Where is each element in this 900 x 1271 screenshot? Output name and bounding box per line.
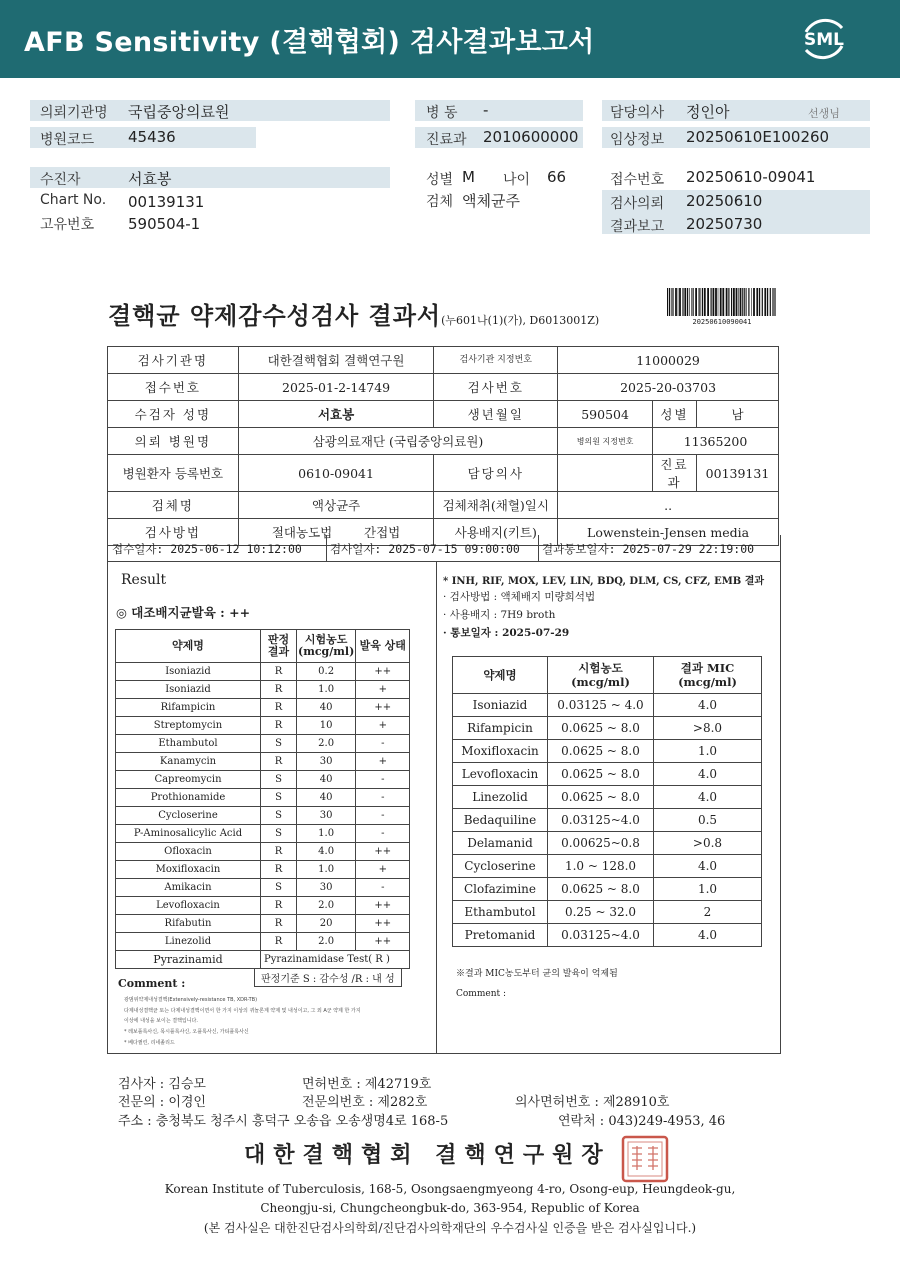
rt-cell-conc: 0.0625 ~ 8.0 [548,740,654,763]
lt-cell-growth: - [356,789,410,807]
org-no-label: 검사기관 지정번호 [434,347,558,374]
rt-cell-mic: 4.0 [654,763,762,786]
fine-line: * 베다퀼린, 리네졸리드 [124,1040,175,1046]
org-label: 검사기관명 [108,347,239,374]
rt-cell-conc: 0.25 ~ 32.0 [548,901,654,924]
rt-cell-drug: Levofloxacin [453,763,548,786]
lt-cell-conc: 1.0 [297,825,356,843]
lt-cell-result: S [261,771,297,789]
control-growth: ◎ 대조배지균발육 : ++ [116,605,251,620]
dept-value: 2010600000 [483,128,579,146]
criteria-box: 판정기준 S : 감수성 /R : 내 성 [254,968,402,987]
rt-cell-conc: 1.0 ~ 128.0 [548,855,654,878]
lt-cell-drug: Ethambutol [116,735,261,753]
rt-cell-mic: >8.0 [654,717,762,740]
rt-cell-drug: Clofazimine [453,878,548,901]
rt-cell-conc: 0.0625 ~ 8.0 [548,878,654,901]
test-no-value: 2025-20-03703 [558,374,779,401]
spec-label: 검체명 [108,492,239,519]
lt-row [116,699,410,717]
rt-cell-conc: 0.03125 ~ 4.0 [548,694,654,717]
req-org-value: 국립중앙의료원 [128,103,230,121]
method1: 절대농도법 [271,525,333,540]
rt-cell-mic: 4.0 [654,786,762,809]
collect-label: 검체채취(채혈)일시 [434,492,558,519]
report-code: (누601나(1)(가), D6013001Z) [441,314,600,327]
lt-cell-growth: - [356,807,410,825]
recv-label: 접수번호 [108,374,239,401]
lt-cell-drug: Streptomycin [116,717,261,735]
rt-row [453,855,762,878]
rsex-label: 성별 [653,401,697,428]
lt-cell-drug: P-Aminosalicylic Acid [116,825,261,843]
lt-cell-growth: ++ [356,843,410,861]
lt-cell-drug: Kanamycin [116,753,261,771]
lt-head-conc: 시험농도 (mcg/ml) [297,630,356,663]
lt-cell-result: S [261,735,297,753]
age-label: 나이 [503,172,531,188]
rt-row [453,717,762,740]
lt-cell-growth: ++ [356,933,410,951]
lt-cell-drug: Linezolid [116,933,261,951]
lt-row [116,807,410,825]
lt-cell-conc: 30 [297,807,356,825]
spec-value: 액상균주 [238,492,434,519]
lt-cell-growth: ++ [356,699,410,717]
lt-cell-conc: 10 [297,717,356,735]
rt-row [453,740,762,763]
rt-cell-drug: Cycloserine [453,855,548,878]
lt-cell-conc: 40 [297,771,356,789]
recv-value: 2025-01-2-14749 [238,374,434,401]
received-date: 접수일자: 2025-06-12 10:12:00 [112,542,302,556]
tester: 검사자 : 김승모 [118,1077,206,1092]
hosp-value: 삼광의료재단 (국립중앙의료원) [238,428,557,455]
result-label: Result [121,572,167,588]
dates-row [107,535,781,562]
sml-logo [796,14,852,64]
hosp-code-label: 병원코드 [40,132,95,148]
lt-cell-result: S [261,807,297,825]
tested-date: 검사일자: 2025-07-15 09:00:00 [330,542,520,556]
lt-head-growth: 발육 상태 [356,630,410,663]
mic-footnote: ※결과 MIC농도부터 균의 발육이 억제됨 [456,969,618,979]
lt-cell-growth: + [356,753,410,771]
method-label: 검사방법 [108,519,239,546]
rt-row [453,694,762,717]
lt-cell-drug: Isoniazid [116,681,261,699]
doctor-value: 정인아 [686,103,730,121]
fine-line: * 레보플록사신, 목시플록사신, 오플록사신, 가티플록사신 [124,1029,249,1035]
report-date-label: 결과보고 [610,219,665,235]
report-info-table [107,346,779,546]
birth-value: 590504 [558,401,653,428]
rt-cell-drug: Bedaquiline [453,809,548,832]
doctor-license: 의사면허번호 : 제28910호 [515,1095,670,1110]
org-name: 대한결핵협회 결핵연구원장 [244,1142,611,1168]
address: 주소 : 충청북도 청주시 흥덕구 오송읍 오송생명4로 168-5 [118,1114,449,1129]
mic-table [452,656,762,947]
doc-value [558,455,653,492]
rt-row [453,786,762,809]
medium-label: 사용배지(키트) [434,519,558,546]
pt-reg-value: 0610-09041 [238,455,434,492]
hosp-no-label: 병의원 지정번호 [558,428,653,455]
lt-cell-drug: Levofloxacin [116,897,261,915]
lt-row [116,717,410,735]
rt-cell-mic: 4.0 [654,694,762,717]
lt-cell-result: R [261,717,297,735]
patient-label: 수진자 [40,172,81,188]
lt-cell-result: R [261,861,297,879]
lt-cell-result: R [261,843,297,861]
name-value: 서효봉 [238,401,434,428]
result-divider [436,561,437,1054]
report-title [108,296,599,331]
rt-cell-mic: 0.5 [654,809,762,832]
mic-drugs: * INH, RIF, MOX, LEV, LIN, BDQ, DLM, CS, CFZ, EMB 결과 [443,576,765,587]
unique-label: 고유번호 [40,217,95,233]
lt-cell-drug: Capreomycin [116,771,261,789]
mic-method: · 검사방법 : 액체배지 미량희석법 [443,591,596,603]
lt-cell-conc: 30 [297,879,356,897]
lt-cell-growth: - [356,735,410,753]
dates-divider [326,535,327,561]
lt-row [116,825,410,843]
lt-cell-growth: ++ [356,897,410,915]
lt-cell-drug: Prothionamide [116,789,261,807]
rt-cell-drug: Delamanid [453,832,548,855]
lt-cell-conc: 1.0 [297,681,356,699]
lt-cell-conc: 0.2 [297,663,356,681]
fine-line: 이상에 내성을 보이는 결핵입니다. [124,1018,198,1024]
rsex-value: 남 [696,401,778,428]
notified-date: 결과통보일자: 2025-07-29 22:19:00 [542,542,755,556]
rt-row [453,809,762,832]
lt-cell-growth: - [356,771,410,789]
info-bar [30,167,390,188]
patient-value: 서효봉 [128,170,172,188]
barcode-icon [666,288,778,316]
lt-row [116,735,410,753]
pt-reg-label: 병원환자 등록번호 [108,455,239,492]
license: 면허번호 : 제42719호 [302,1077,432,1092]
hosp-code-value: 45436 [128,128,176,146]
lt-row [116,897,410,915]
rt-cell-conc: 0.0625 ~ 8.0 [548,717,654,740]
left-comment-label: Comment : [118,977,186,990]
rt-row [453,901,762,924]
specialist-no: 전문의번호 : 제282호 [302,1095,428,1110]
medium-value: Lowenstein-Jensen media [558,519,779,546]
lt-cell-drug: Amikacin [116,879,261,897]
rt-cell-drug: Ethambutol [453,901,548,924]
official-seal-icon [620,1134,670,1184]
lt-cell-drug: Ofloxacin [116,843,261,861]
method2: 간접법 [364,525,401,540]
rt-cell-conc: 0.00625~0.8 [548,832,654,855]
barcode-number: 20250610090041 [692,318,752,326]
org-no-value: 11000029 [558,347,779,374]
lt-cell-result: S [261,789,297,807]
lt-cell-conc: 2.0 [297,735,356,753]
doctor-suffix: 선생님 [808,107,840,120]
lt-row [116,915,410,933]
birth-label: 생년월일 [434,401,558,428]
rt-cell-mic: 4.0 [654,855,762,878]
lt-cell-drug: Rifampicin [116,699,261,717]
lt-cell-conc: 40 [297,699,356,717]
collect-value: .. [558,492,779,519]
lt-cell-drug: Isoniazid [116,663,261,681]
lt-row [116,681,410,699]
name-label: 수검자 성명 [108,401,239,428]
doc-label: 담당의사 [434,455,558,492]
eng-address-2: Cheongju-si, Chungcheongbuk-do, 363-954, Republic of Korea [260,1201,640,1215]
rt-cell-drug: Linezolid [453,786,548,809]
rt-cell-mic: >0.8 [654,832,762,855]
chart-label: Chart No. [40,192,107,208]
lt-cell-drug: Rifabutin [116,915,261,933]
right-comment-label: Comment : [456,989,507,999]
lt-cell-result: S [261,879,297,897]
lt-head-drug: 약제명 [116,630,261,663]
clinical-label: 임상정보 [610,132,665,148]
lt-cell-conc: 40 [297,789,356,807]
rt-head-mic: 결과 MIC (mcg/ml) [654,657,762,694]
report-header-title: AFB Sensitivity (결핵협회) 검사결과보고서 [24,27,595,58]
unique-value: 590504-1 [128,215,201,233]
rdept-value: 00139131 [696,455,778,492]
lt-cell-result: R [261,699,297,717]
lt-cell-result: R [261,897,297,915]
dept-label: 진료과 [426,132,467,148]
rt-cell-mic: 1.0 [654,878,762,901]
receipt-value: 20250610-09041 [686,168,816,186]
lt-cell-result: S [261,825,297,843]
certification: (본 검사실은 대한진단검사의학회/진단검사의학재단의 우수검사실 인증을 받은 검사실입니다.) [203,1221,697,1235]
lt-cell-drug: Moxifloxacin [116,861,261,879]
lt-cell-result: R [261,753,297,771]
rt-cell-conc: 0.0625 ~ 8.0 [548,786,654,809]
pza-name: Pyrazinamid [116,951,261,969]
age-value: 66 [547,168,567,186]
lt-row [116,843,410,861]
rt-cell-mic: 4.0 [654,924,762,947]
specialist: 전문의 : 이경인 [118,1095,206,1110]
rt-cell-drug: Rifampicin [453,717,548,740]
rt-row [453,832,762,855]
lt-cell-growth: ++ [356,915,410,933]
lt-row [116,663,410,681]
hosp-no-value: 11365200 [653,428,779,455]
mic-notify: · 통보일자 : 2025-07-29 [443,627,570,639]
lt-cell-conc: 30 [297,753,356,771]
lt-row [116,753,410,771]
lt-cell-result: R [261,663,297,681]
sml-logo-text: SML [804,30,844,50]
report-title-text: 결핵균 약제감수성검사 결과서 [108,301,442,330]
req-org-label: 의뢰기관명 [40,105,108,121]
rt-head-drug: 약제명 [453,657,548,694]
lt-cell-conc: 4.0 [297,843,356,861]
receipt-label: 접수번호 [610,172,665,188]
rt-cell-drug: Pretomanid [453,924,548,947]
rt-row [453,763,762,786]
req-date-label: 검사의뢰 [610,196,665,212]
lt-cell-conc: 20 [297,915,356,933]
doctor-label: 담당의사 [610,105,665,121]
sex-value: M [462,168,475,186]
lt-head-result: 판정 결과 [261,630,297,663]
dates-divider [538,535,539,561]
specimen-label: 검체 [426,194,454,210]
mic-medium: · 사용배지 : 7H9 broth [443,609,556,621]
lt-row [116,879,410,897]
rt-row [453,878,762,901]
rt-cell-conc: 0.03125~4.0 [548,809,654,832]
ward-value: - [483,101,489,119]
rt-cell-conc: 0.03125~4.0 [548,924,654,947]
req-date-value: 20250610 [686,192,763,210]
lt-cell-conc: 2.0 [297,897,356,915]
specimen-value: 액체균주 [462,192,520,210]
eng-address-1: Korean Institute of Tuberculosis, 168-5, Osongsaengmyeong 4-ro, Osong-eup, Heungdeok-gu, [164,1182,736,1196]
lt-row [116,861,410,879]
contact: 연락처 : 043)249-4953, 46 [558,1114,726,1129]
lt-cell-growth: - [356,825,410,843]
ward-label: 병 동 [426,105,458,121]
lt-row-pza [116,951,410,969]
org-value: 대한결핵협회 결핵연구원 [238,347,434,374]
rt-cell-mic: 2 [654,901,762,924]
lt-row [116,771,410,789]
rt-cell-drug: Isoniazid [453,694,548,717]
rt-cell-conc: 0.0625 ~ 8.0 [548,763,654,786]
rdept-label: 진료과 [653,455,697,492]
fine-line: 다제내성결핵균 또는 다제내성결핵이면서 한 가지 이상의 퀴놀론계 약제 및 내성이고, 그 외 A군 약제 한 가지 [124,1008,361,1014]
rt-cell-mic: 1.0 [654,740,762,763]
lt-cell-growth: + [356,717,410,735]
lt-cell-conc: 2.0 [297,933,356,951]
clinical-value: 20250610E100260 [686,128,830,146]
chart-value: 00139131 [128,193,205,211]
report-date-value: 20250730 [686,215,763,233]
pza-result: Pyrazinamidase Test( R ) [261,951,410,969]
lt-row [116,933,410,951]
rt-cell-drug: Moxifloxacin [453,740,548,763]
lt-row [116,789,410,807]
rt-head-conc: 시험농도 (mcg/ml) [548,657,654,694]
lt-cell-conc: 1.0 [297,861,356,879]
rt-row [453,924,762,947]
report-header [0,0,900,78]
lt-cell-drug: Cycloserine [116,807,261,825]
lt-cell-result: R [261,933,297,951]
lt-cell-growth: ++ [356,663,410,681]
hosp-label: 의뢰 병원명 [108,428,239,455]
lt-cell-growth: + [356,861,410,879]
sex-label: 성별 [426,172,454,188]
lt-cell-result: R [261,681,297,699]
test-no-label: 검사번호 [434,374,558,401]
fine-line: 광범위약제내성결핵(Extensively-resistance TB, XDR-TB) [124,997,258,1003]
absolute-conc-table [115,629,410,969]
lt-cell-result: R [261,915,297,933]
lt-cell-growth: + [356,681,410,699]
lt-cell-growth: - [356,879,410,897]
